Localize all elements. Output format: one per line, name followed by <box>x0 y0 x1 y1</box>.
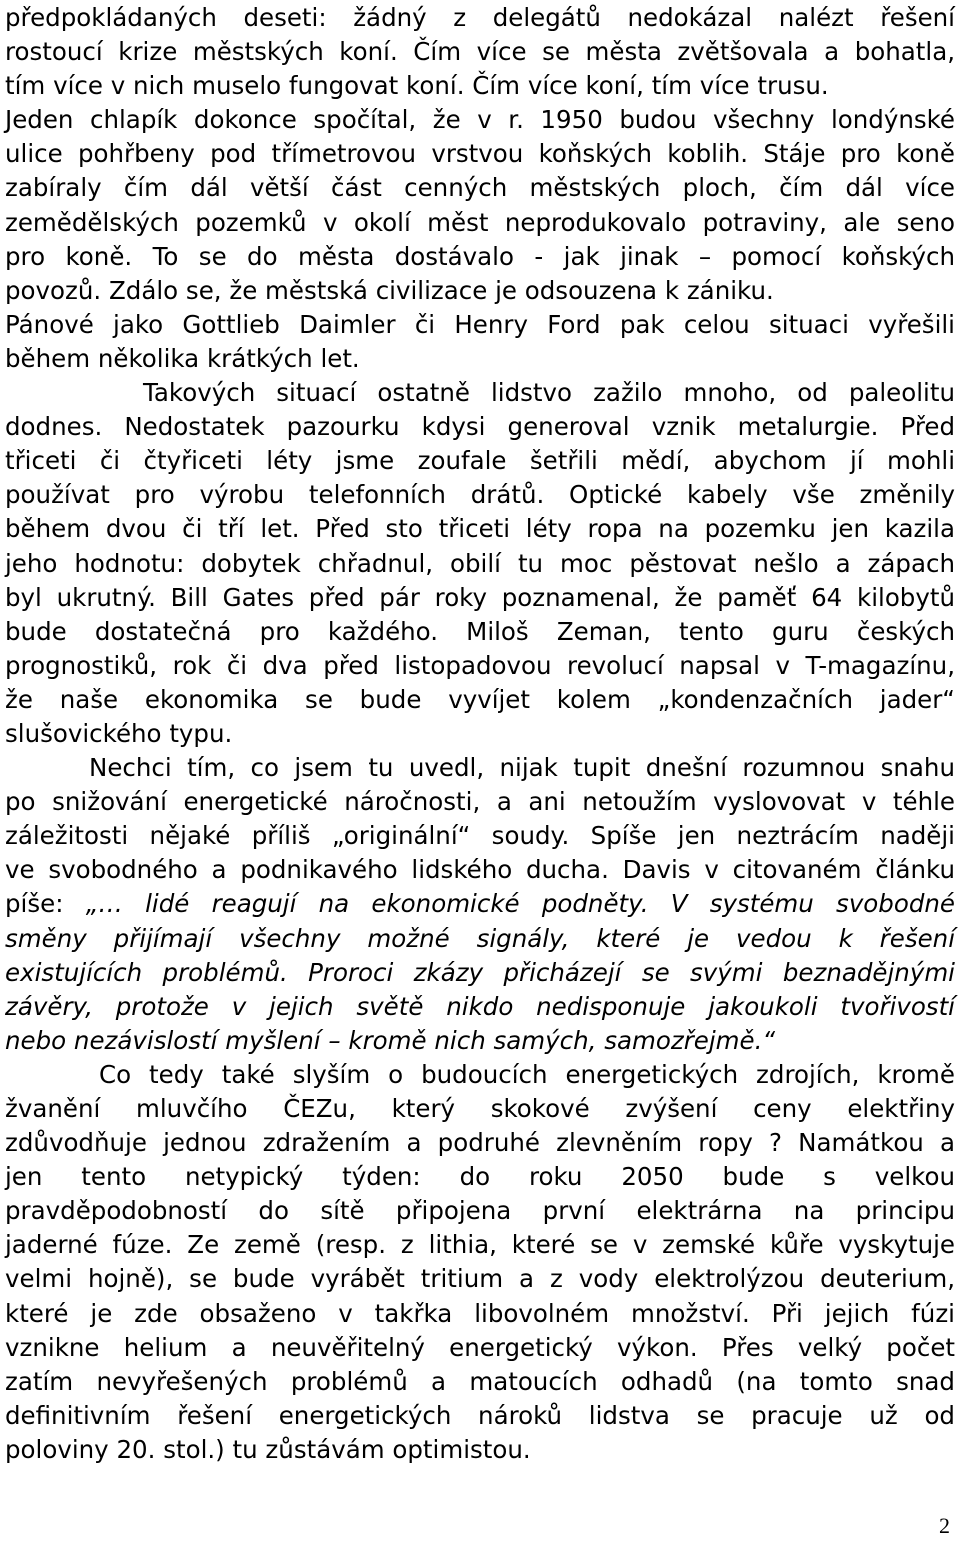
text-line: jeho hodnotu: dobytek chřadnul, obilí tu moc pěstovat nešlo a zápach <box>5 548 955 578</box>
text-line: které je zde obsaženo v takřka libovolném množství. Při jejich fúzi <box>5 1298 955 1328</box>
quote-line: závěry, protože v jejich světě nikdo nedisponuje jakoukoli tvořivostí <box>5 991 955 1021</box>
page-number: 2 <box>939 1513 950 1538</box>
text-line: zabíraly čím dál větší část cenných městských ploch, čím dál více <box>5 173 955 203</box>
paragraph-first-line: Nechci tím, co jsem tu uvedl, nijak tupit dnešní rozumnou snahu <box>89 753 955 783</box>
quote-intro: píše: <box>5 889 86 919</box>
text-line: bude dostatečná pro každého. Miloš Zeman, tento guru českých <box>5 616 955 646</box>
text-line: velmi hojně), se bude vyrábět tritium a z vody elektrolýzou deuterium, <box>5 1264 955 1294</box>
quote-text: „… lidé reagují na ekonomické podněty. V systému svobodné <box>85 889 955 919</box>
body-text <box>5 1 955 1467</box>
text-line: Jeden chlapík dokonce spočítal, že v r. 1950 budou všechny londýnské <box>5 105 955 135</box>
text-line: pro koně. To se do města dostávalo - jak jinak – pomocí koňských <box>5 241 955 271</box>
text-line: definitivním řešení energetických nároků lidstva se pracuje už od <box>5 1400 955 1430</box>
text-line: prognostiků, rok či dva před listopadovou revolucí napsal v T-magazínu, <box>5 650 955 680</box>
text-line: povozů. Zdálo se, že městská civilizace je odsouzena k zániku. <box>5 275 774 305</box>
text-line: zatím nevyřešených problémů a matoucích odhadů (na tomto snad <box>5 1366 955 1396</box>
text-line: ulice pohřbeny pod třímetrovou vrstvou koňských koblih. Stáje pro koně <box>5 139 955 169</box>
text-line: tím více v nich muselo fungovat koní. Čím více koní, tím více trusu. <box>5 71 829 101</box>
quote-line: existujících problémů. Proroci zkázy přicházejí se svými beznadějnými <box>5 957 955 987</box>
text-line: záležitosti nějaké příliš „originální“ soudy. Spíše jen neztrácím naději <box>5 821 955 851</box>
text-line: vznikne helium a neuvěřitelný energetický výkon. Přes velký počet <box>5 1332 955 1362</box>
text-line: zdůvodňuje jednou zdražením a podruhé zlevněním ropy ? Namátkou a <box>5 1128 955 1158</box>
text-line: byl ukrutný. Bill Gates před pár roky poznamenal, že paměť 64 kilobytů <box>5 582 955 612</box>
text-line: dodnes. Nedostatek pazourku kdysi generoval vznik metalurgie. Před <box>5 412 955 442</box>
quote-start-line <box>5 887 955 921</box>
text-line: Pánové jako Gottlieb Daimler či Henry Ford pak celou situaci vyřešili <box>5 309 955 339</box>
text-line: jen tento netypický týden: do roku 2050 bude s velkou <box>5 1162 955 1192</box>
text-line: třiceti či čtyřiceti léty jsme zoufale šetřili mědí, abychom jí mohli <box>5 446 955 476</box>
text-line: používat pro výrobu telefonních drátů. Optické kabely vše změnily <box>5 480 955 510</box>
text-line: jaderné fúze. Ze země (resp. z lithia, které se v zemské kůře vyskytuje <box>5 1230 955 1260</box>
quote-line: nebo nezávislostí myšlení – kromě nich samých, samozřejmě.“ <box>5 1025 776 1055</box>
text-line: během dvou či tří let. Před sto třiceti léty ropa na pozemku jen kazila <box>5 514 955 544</box>
text-line: po snižování energetické náročnosti, a ani netoužím vyslovovat v téhle <box>5 787 955 817</box>
paragraph-first-line: Co tedy také slyším o budoucích energetických zdrojích, kromě <box>99 1059 955 1089</box>
text-line: poloviny 20. stol.) tu zůstávám optimistou. <box>5 1434 531 1464</box>
text-line: pravděpodobností do sítě připojena první elektrárna na principu <box>5 1196 955 1226</box>
text-line: ve svobodného a podnikavého lidského ducha. Davis v citovaném článku <box>5 855 955 885</box>
text-line: že naše ekonomika se bude vyvíjet kolem „kondenzačních jader“ <box>5 684 955 714</box>
paragraph-first-line: Takových situací ostatně lidstvo zažilo mnoho, od paleolitu <box>143 378 955 408</box>
text-line: žvanění mluvčího ČEZu, který skokové zvýšení ceny elektřiny <box>5 1094 955 1123</box>
quote-line: směny přijímají všechny možné signály, které je vedou k řešení <box>5 923 955 953</box>
text-line: rostoucí krize městských koní. Čím více se města zvětšovala a bohatla, <box>5 37 955 67</box>
text-line: slušovického typu. <box>5 718 233 748</box>
text-line: zemědělských pozemků v okolí měst neprodukovalo potraviny, ale seno <box>5 207 955 237</box>
text-line: předpokládaných deseti: žádný z delegátů nedokázal nalézt řešení <box>5 3 955 32</box>
text-line: během několika krátkých let. <box>5 343 360 373</box>
document-page <box>5 0 955 1541</box>
